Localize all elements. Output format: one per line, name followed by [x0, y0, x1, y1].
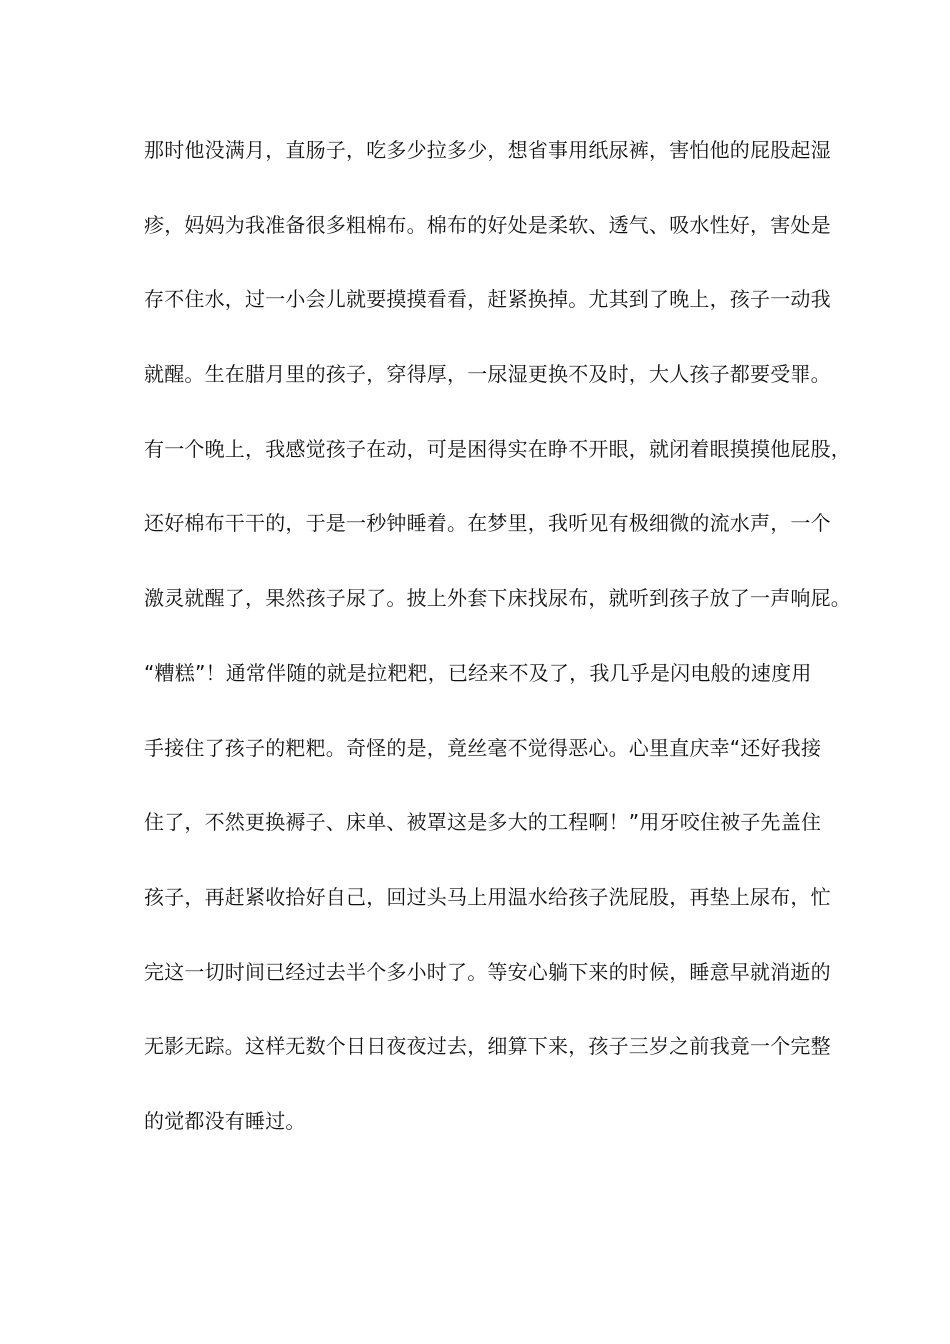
text-line: “糟糕”！通常伴随的就是拉粑粑，已经来不及了，我几乎是闪电般的速度用: [144, 660, 812, 685]
text-line: 存不住水，过一小会儿就要摸摸看看，赶紧换掉。尤其到了晚上，孩子一动我: [144, 287, 831, 312]
text-line: 有一个晚上，我感觉孩子在动，可是困得实在睁不开眼，就闭着眼摸摸他屁股，: [144, 436, 851, 461]
text-line: 完这一切时间已经过去半个多小时了。等安心躺下来的时候，睡意早就消逝的: [144, 959, 831, 984]
text-line: 就醒。生在腊月里的孩子，穿得厚，一尿湿更换不及时，大人孩子都要受罪。: [144, 362, 831, 387]
text-line: 手接住了孩子的粑粑。奇怪的是，竟丝毫不觉得恶心。心里直庆幸“还好我接: [144, 735, 822, 760]
text-line: 住了，不然更换褥子、床单、被罩这是多大的工程啊！”用牙咬住被子先盖住: [144, 810, 822, 835]
text-line: 无影无踪。这样无数个日日夜夜过去，细算下来，孩子三岁之前我竟一个完整: [144, 1034, 831, 1059]
text-line: 孩子，再赶紧收拾好自己，回过头马上用温水给孩子洗屁股，再垫上尿布，忙: [144, 884, 831, 909]
paragraph: [144, 130, 851, 1176]
text-line: 的觉都没有睡过。: [144, 1108, 306, 1133]
text-line: 激灵就醒了，果然孩子尿了。披上外套下床找尿布，就听到孩子放了一声响屁。: [144, 586, 851, 611]
text-line: 还好棉布干干的，于是一秒钟睡着。在梦里，我听见有极细微的流水声，一个: [144, 511, 831, 536]
text-line: 疹，妈妈为我准备很多粗棉布。棉布的好处是柔软、透气、吸水性好，害处是: [144, 212, 831, 237]
text-line: 那时他没满月，直肠子，吃多少拉多少，想省事用纸尿裤，害怕他的屁股起湿: [144, 138, 831, 162]
